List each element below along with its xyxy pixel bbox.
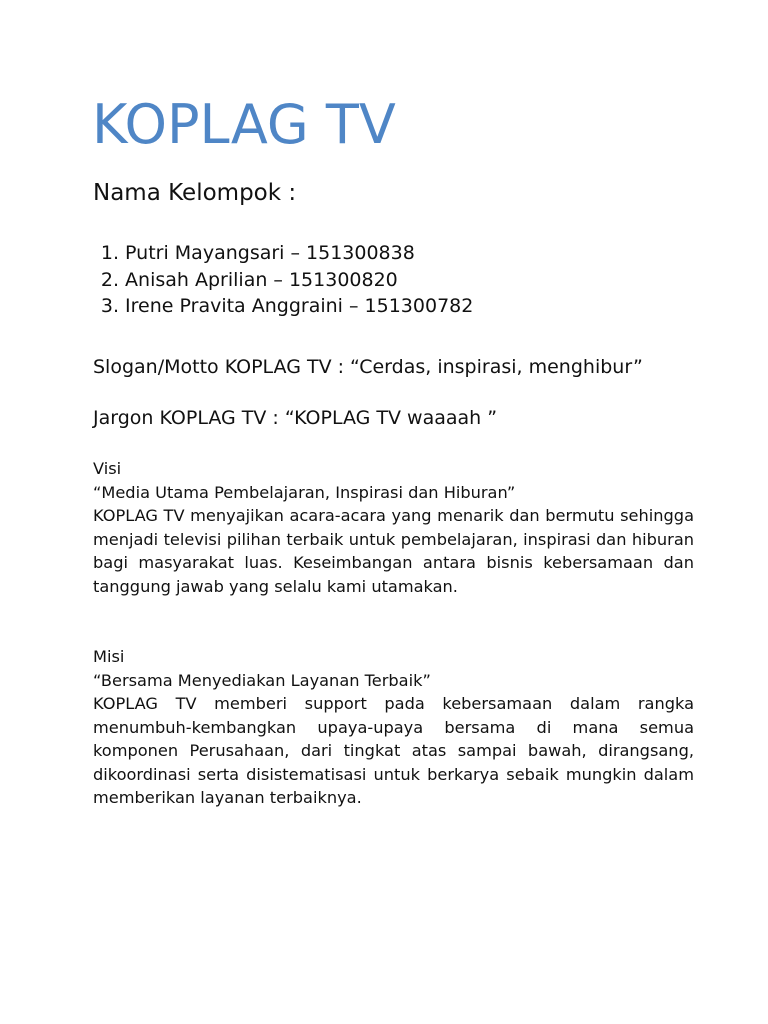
visi-heading: Visi bbox=[93, 459, 122, 478]
slogan-text: Slogan/Motto KOPLAG TV : “Cerdas, inspirasi, menghibur” bbox=[93, 356, 643, 378]
jargon-text: Jargon KOPLAG TV : “KOPLAG TV waaaah ” bbox=[93, 407, 498, 429]
list-number: 1. bbox=[100, 242, 119, 264]
member-name: Anisah Aprilian – 151300820 bbox=[125, 268, 398, 291]
list-item bbox=[93, 267, 473, 294]
visi-section bbox=[93, 457, 694, 598]
misi-heading: Misi bbox=[93, 647, 125, 666]
document-title: KOPLAG TV bbox=[92, 93, 396, 156]
group-heading: Nama Kelompok : bbox=[93, 180, 297, 206]
list-number: 2. bbox=[100, 268, 119, 291]
misi-body: KOPLAG TV memberi support pada kebersamaan dalam rangka menumbuh-kembangkan upaya-upaya bersama di mana semua komponen Perusahaan, dari tingkat atas sampai bawah, dirangsang, dikoordinasi serta disistematisasi untuk berkarya sebaik mungkin dalam memberikan layanan terbaiknya. bbox=[93, 694, 694, 807]
misi-section bbox=[93, 645, 694, 810]
list-number: 3. bbox=[100, 295, 119, 317]
visi-body: KOPLAG TV menyajikan acara-acara yang menarik dan bermutu sehingga menjadi televisi pilihan terbaik untuk pembelajaran, inspirasi dan hiburan bagi masyarakat luas. Keseimbangan antara bisnis kebersamaan dan tanggung jawab yang selalu kami utamakan. bbox=[93, 506, 694, 596]
visi-quote: “Media Utama Pembelajaran, Inspirasi dan Hiburan” bbox=[93, 482, 516, 502]
member-name: Irene Pravita Anggraini – 151300782 bbox=[125, 295, 474, 317]
list-item bbox=[93, 293, 473, 320]
misi-quote: “Bersama Menyediakan Layanan Terbaik” bbox=[93, 670, 431, 690]
member-name: Putri Mayangsari – 151300838 bbox=[125, 242, 415, 264]
list-item bbox=[93, 240, 473, 267]
member-list bbox=[93, 240, 473, 320]
